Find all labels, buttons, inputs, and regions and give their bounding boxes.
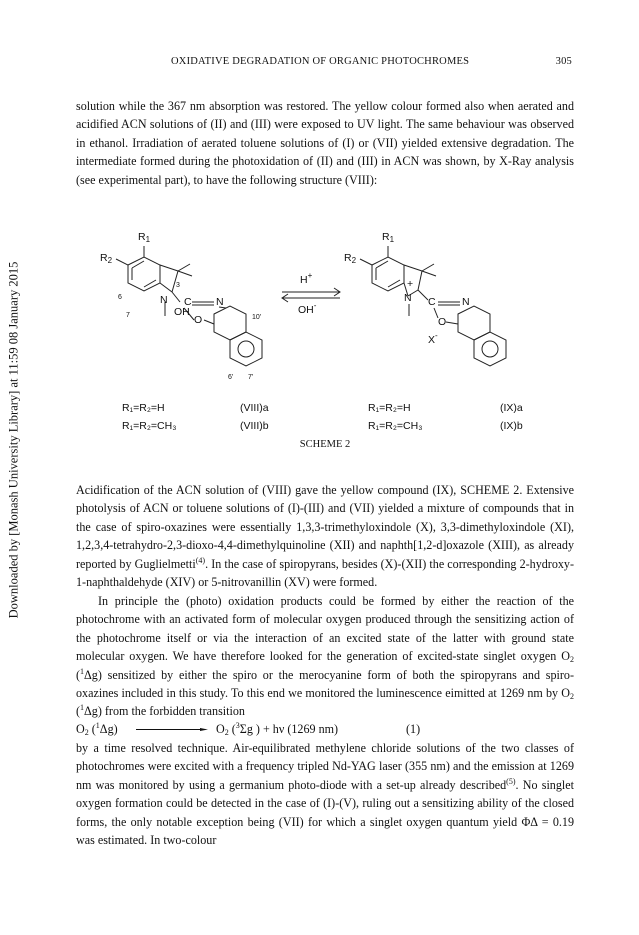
right-nitrogen: N xyxy=(404,292,412,304)
left-benzene-ring xyxy=(128,257,160,291)
left-r2-label: $R_2$ xyxy=(100,252,113,265)
equation-rhs: $O_2$ ($^3$Σg ) + hν (1269 nm) xyxy=(216,721,339,737)
download-watermark xyxy=(6,200,22,680)
paragraph-4 xyxy=(76,739,574,850)
row1-left-id: (VIII)a xyxy=(240,402,269,414)
left-position-6p: 6' xyxy=(228,374,234,381)
paragraph-3-text: In principle the (photo) oxidation products could be formed by either the reaction of the photochrome with an activated form of molecular oxygen produced through the sensitizing action of the photochrome itself or via the interaction of an excited state of the latter with ground state molecular oxygen. We have therefore looked for the generation of excited-state singlet oxygen $O_2$ ($^1$Δg) sensitized by either the spiro or the merocyanine form of both the spiropyrans and spiro-oxazines included in this study. To this end we monitored the luminescence eimitted at 1269 nm by $O_2$ ($^1$Δg) from the forbidden transition xyxy=(76,593,574,719)
row2-right-formula: R₁=R₂=CH₃ xyxy=(368,420,423,432)
row1-right-formula: R₁=R₂=H xyxy=(368,402,411,414)
equation-lhs: $O_2$ ($^1$Δg) xyxy=(76,721,118,737)
left-hydroxyl: OH xyxy=(174,306,190,318)
left-carbon: C xyxy=(184,296,192,308)
row2-right-id: (IX)b xyxy=(500,420,523,432)
right-oxygen: O xyxy=(438,316,447,328)
left-position-3: 3 xyxy=(176,282,180,289)
right-carbon: C xyxy=(428,296,436,308)
row1-left-formula: R₁=R₂=H xyxy=(122,402,165,414)
right-benzene-ring xyxy=(372,257,404,291)
left-position-10: 10' xyxy=(252,314,262,321)
running-header xyxy=(76,56,572,70)
citation-4: (4) xyxy=(195,555,206,565)
scheme-caption: SCHEME 2 xyxy=(299,439,351,450)
arrow-base-label: OH- xyxy=(298,301,317,316)
left-imine-nitrogen: N xyxy=(216,296,224,308)
paragraph-4-text: by a time resolved technique. Air-equilibrated methylene chloride solutions of the two classes of photochromes were excited with a frequency tripled Nd-YAG laser (355 nm) and the emission at 1269 nm was monitored by using a germanium photo-diode with a set-up already described$^{(5)}$. No singlet oxygen formation could be detected in the case of (I)-(V), ruling out a sensitizing ability of the closed forms, the only notable exception being (VII) for which a singlet oxygen quantum yield ΦΔ = 0.19 was estimated. In two-colour xyxy=(76,741,574,848)
right-imine-nitrogen: N xyxy=(462,296,470,308)
paragraph-1 xyxy=(76,97,574,189)
arrow-acid-label: H+ xyxy=(300,271,313,286)
left-oxygen: O xyxy=(194,314,203,326)
left-nitrogen: N xyxy=(160,294,168,306)
right-r1-label: $R_1$ xyxy=(382,231,395,244)
reaction-arrow-icon xyxy=(136,728,208,731)
paragraph-2-text: Acidification of the ACN solution of (VIII) gave the yellow compound (IX), SCHEME 2. Extensive photolysis of ACN or toluene solutions of (I)-(III) and (VII) yielded a mixture of compounds that in the case of spiro-oxazines were essentially 1,3,3-trimethyloxindole (X), 3,3-dimethyloxindole (XI), 1,2,3,4-tetrahydro-2,3-dioxo-4,4-dimethylquinoline (XII) and naphth[1,2-d]oxazole (XIII), as already reported by Guglielmetti$^{(4)}$. In the case of spiropyrans, besides (X)-(XII) the corresponding 2-hydroxy-1-naphthaldehyde (XIV) or 5-nitrovanillin (XV) were formed. xyxy=(76,483,574,590)
right-r2-label: $R_2$ xyxy=(344,252,357,265)
left-position-7p: 7' xyxy=(248,374,254,381)
left-position-7: 7 xyxy=(126,312,130,319)
row2-left-id: (VIII)b xyxy=(240,420,269,432)
citation-5: (5) xyxy=(506,776,516,786)
left-naphthalene-ring-b xyxy=(230,332,262,366)
page-number: 305 xyxy=(555,56,572,67)
equation-1 xyxy=(76,720,574,738)
right-positive-charge: + xyxy=(407,278,414,290)
right-counterion: X- xyxy=(428,331,438,346)
right-naphthalene-ring-b xyxy=(474,332,506,366)
left-position-6: 6 xyxy=(118,294,122,301)
paragraph-2 xyxy=(76,481,574,721)
paragraph-1-text: solution while the 367 nm absorption was restored. The yellow colour formed also when aerated and acidified ACN solutions of (II) and (III) were exposed to UV light. The same behaviour was observed in ethanol. Irradiation of aerated toluene solutions of (I) or (VII) yielded extensive degradation. The intermediate formed during the photoxidation of (II) and (III) in ACN was shown, by X-Ray analysis (see experimental part), to have the following structure (VIII): xyxy=(76,99,574,187)
running-title: OXIDATIVE DEGRADATION OF ORGANIC PHOTOCHROMES xyxy=(171,56,470,67)
scheme-2-figure xyxy=(76,228,574,458)
download-notice: Downloaded by [Monash University Library] at 11:59 08 January 2015 xyxy=(6,261,21,619)
row1-right-id: (IX)a xyxy=(500,402,523,414)
equation-number: (1) xyxy=(406,722,421,736)
left-r1-label: $R_1$ xyxy=(138,231,151,244)
row2-left-formula: R₁=R₂=CH₃ xyxy=(122,420,177,432)
